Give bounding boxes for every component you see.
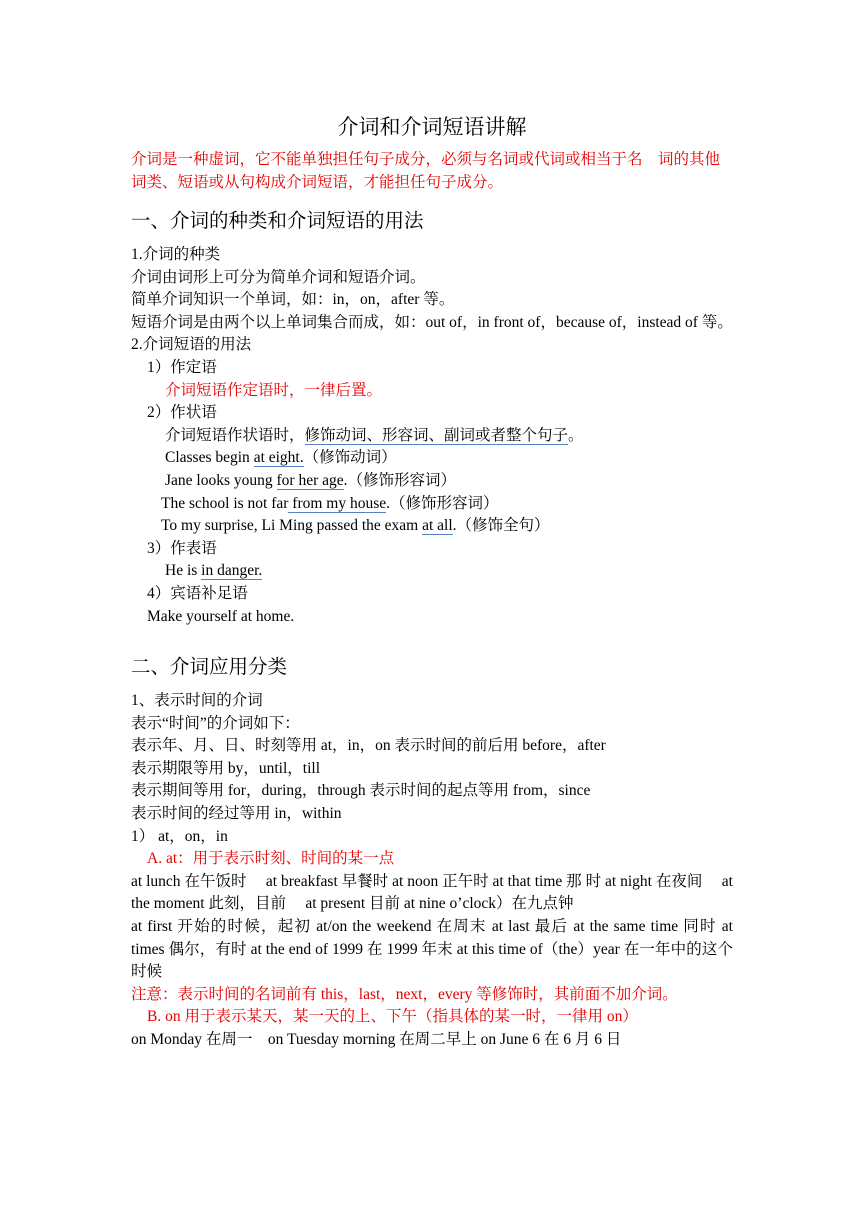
subheading-at: A. at：用于表示时刻、时间的某一点: [147, 850, 395, 868]
subheading-complement: 4）宾语补足语: [147, 584, 248, 602]
text-line: 表示期限等用 by，until，till: [131, 759, 321, 777]
page-title: 介词和介词短语讲解: [337, 115, 527, 139]
underlined-phrase: in danger.: [201, 562, 263, 580]
at-examples-2: at first 开始的时候，起初 at/on the weekend 在周末 at last 最后 at the same time 同时 at times 偶尔，有时 at the end of 1999 在 1999 年末 at this time of（the）year 在一年中的这个时候: [131, 918, 733, 981]
example-text: He is: [165, 562, 202, 580]
text-line: 表示年、月、日、时刻等用 at，in，on 表示时间的前后用 before，after: [131, 737, 606, 755]
example-sentence: [131, 447, 733, 470]
example-comment: .（修饰形容词）: [343, 471, 457, 489]
subheading-adverbial: 2）作状语: [147, 404, 217, 422]
example-text: Jane looks young: [165, 471, 277, 489]
section-heading-1: 一、介词的种类和介词短语的用法: [131, 209, 424, 232]
note-text: 介词短语作状语时，: [165, 426, 305, 444]
example-sentence: Make yourself at home.: [147, 607, 295, 625]
underlined-phrase: at eight.: [253, 449, 304, 467]
text-line: 1） at，on，in: [131, 827, 228, 845]
underlined-text: 修饰动词、形容词、副词或者整个句子: [304, 426, 569, 444]
example-comment: .（修饰全句）: [452, 517, 550, 535]
text-line: 介词由词形上可分为简单介词和短语介词。: [131, 268, 426, 286]
at-examples-1: at lunch 在午饭时 at breakfast 早餐时 at noon 正午时 at that time 那 时 at night 在夜间 at the moment 此刻，目前 at present 目前 at nine o’clock）在九点钟: [131, 872, 733, 913]
rule-note-attributive: 介词短语作定语时，一律后置。: [165, 381, 383, 399]
text-line: 1、表示时间的介词: [131, 692, 263, 710]
example-comment: （修饰动词）: [303, 449, 397, 467]
text-line: 表示期间等用 for，during，through 表示时间的起点等用 from，since: [131, 782, 591, 800]
example-comment: .（修饰形容词）: [386, 494, 499, 512]
subheading-predicative: 3）作表语: [147, 539, 217, 557]
subheading-on: B. on 用于表示某天，某一天的上、下午（指具体的某一时，一律用 on）: [147, 1008, 638, 1026]
text-line: 表示“时间”的介词如下：: [131, 714, 300, 732]
text-line: 1.介词的种类: [131, 246, 221, 263]
on-examples: on Monday 在周一 on Tuesday morning 在周二早上 on June 6 在 6 月 6 日: [131, 1031, 622, 1048]
example-sentence: [131, 470, 733, 493]
rule-note-adverbial: [131, 425, 733, 448]
example-text: The school is not far: [161, 494, 289, 512]
text-line: 2.介词短语的用法: [131, 336, 252, 354]
subheading-attributive: 1）作定语: [147, 358, 217, 376]
example-sentence: [131, 493, 733, 516]
underlined-phrase: at all: [422, 517, 453, 535]
underlined-phrase: for her age: [276, 471, 344, 489]
note-text: 。: [568, 426, 584, 444]
text-line: 表示时间的经过等用 in，within: [131, 805, 342, 823]
text-line: 短语介词是由两个以上单词集合而成，如：out of，in front of，because of，instead of 等。: [131, 313, 733, 331]
example-sentence: [131, 515, 733, 538]
text-line: 简单介词知识一个单词，如：in，on，after 等。: [131, 291, 455, 309]
example-text: Classes begin: [165, 449, 254, 467]
section-heading-2: 二、介词应用分类: [131, 655, 288, 679]
underlined-phrase: from my house: [288, 494, 387, 512]
example-sentence: [131, 560, 733, 583]
note-line: 注意：表示时间的名词前有 this，last，next，every 等修饰时，其前面不加介词。: [131, 985, 678, 1003]
document-page: [131, 110, 733, 1052]
intro-paragraph: 介词是一种虚词，它不能单独担任句子成分，必须与名词或代词或相当于名 词的其他词类、短语或从句构成介词短语，才能担任句子成分。: [131, 150, 721, 191]
example-text: To my surprise, Li Ming passed the exam: [161, 517, 423, 535]
